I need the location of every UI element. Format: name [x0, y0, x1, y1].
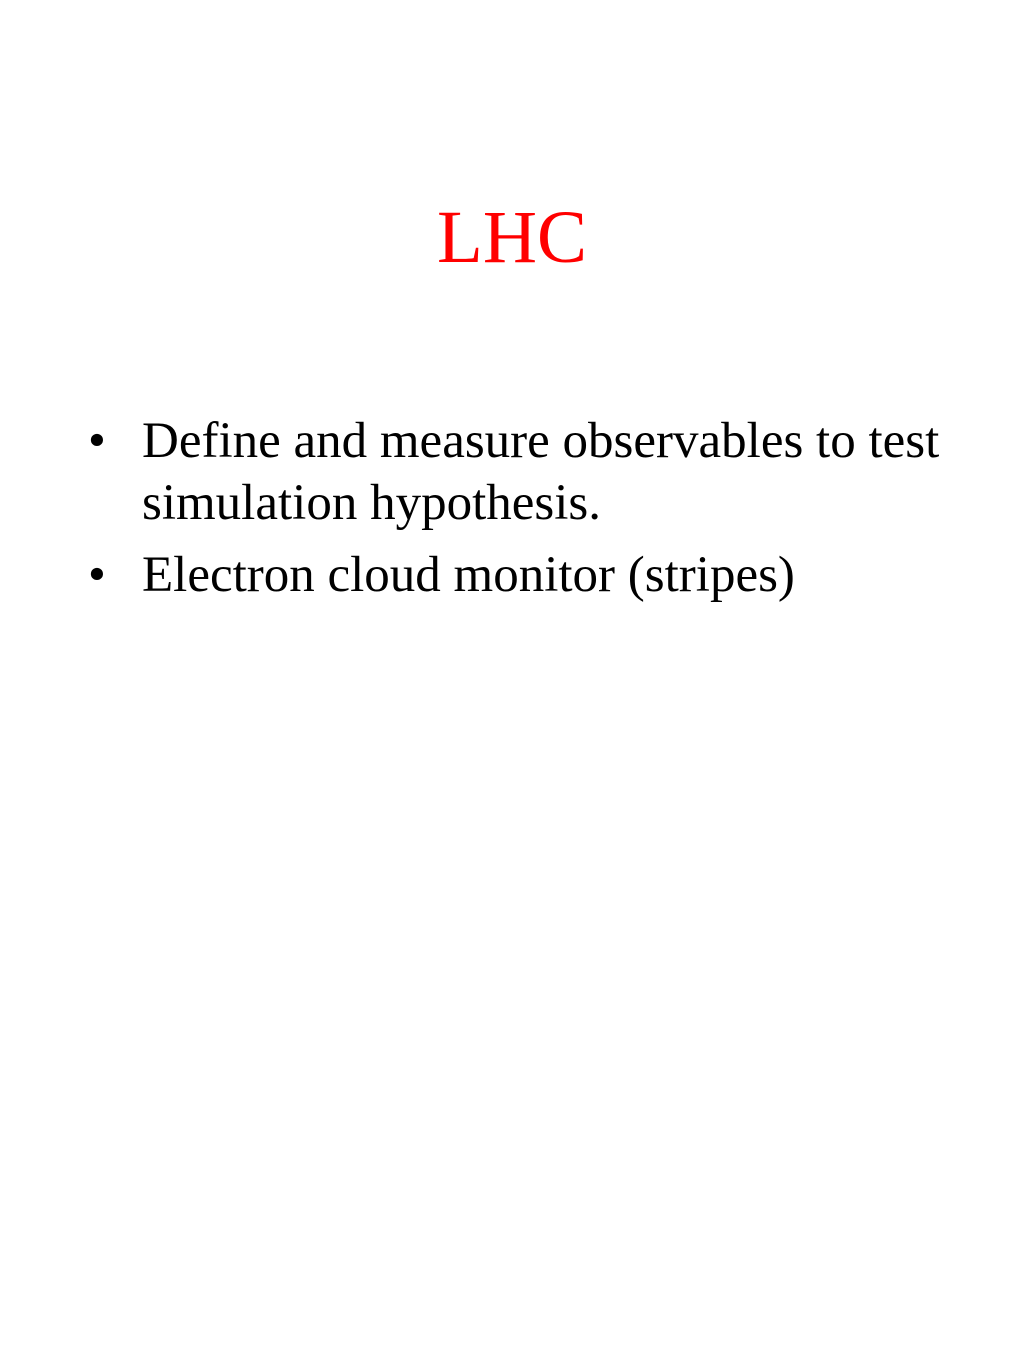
bullet-list	[88, 410, 988, 616]
bullet-item	[88, 410, 988, 534]
bullet-dot-icon: •	[88, 547, 106, 603]
bullet-dot-icon: •	[88, 413, 106, 469]
bullet-text: Electron cloud monitor (stripes)	[142, 547, 795, 603]
bullet-text: Define and measure observables to test simulation hypothesis.	[142, 413, 940, 531]
slide-title: LHC	[437, 196, 587, 279]
bullet-item	[88, 544, 988, 606]
